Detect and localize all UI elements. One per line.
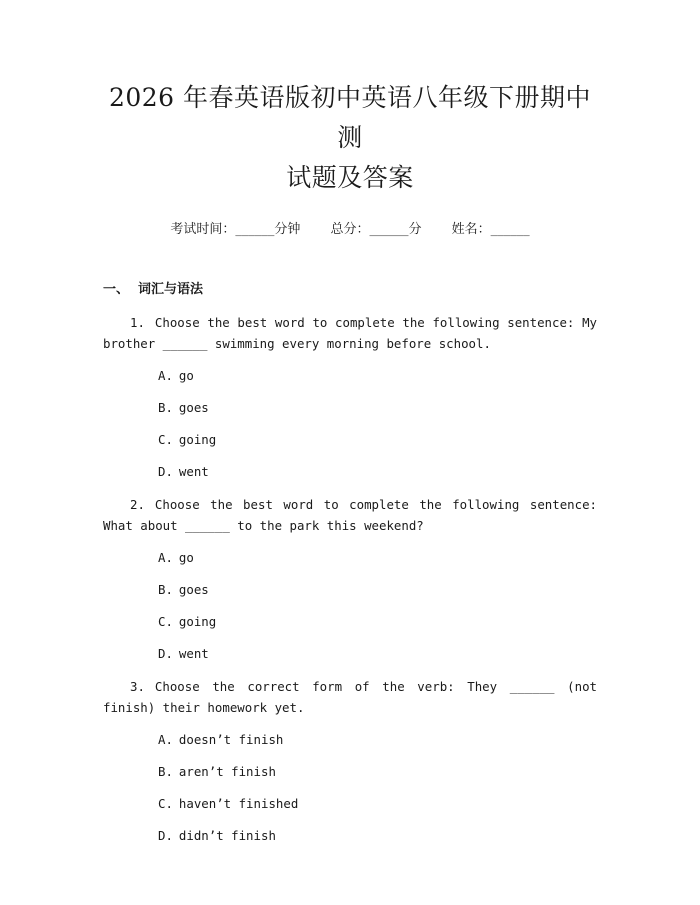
- exam-time-field: 考试时间：______分钟: [170, 222, 301, 237]
- option-c: [103, 430, 597, 450]
- question-2-options: [103, 548, 597, 664]
- question-3-options: [103, 730, 597, 846]
- option-letter: D.: [158, 464, 173, 479]
- option-c: [103, 612, 597, 632]
- section-number: 一、: [103, 282, 130, 297]
- option-d: [103, 462, 597, 482]
- option-b: [103, 398, 597, 418]
- question-text: Choose the best word to complete the following sentence: My brother ______ swimming every morning before school.: [103, 315, 597, 351]
- option-letter: C.: [158, 432, 173, 447]
- question-1: [103, 312, 597, 354]
- option-a: [103, 366, 597, 386]
- question-1-options: [103, 366, 597, 482]
- total-score-field: 总分：______分: [330, 222, 422, 237]
- option-text: go: [178, 368, 194, 383]
- option-text: aren’t finish: [178, 764, 276, 779]
- option-a: [103, 730, 597, 750]
- name-field: 姓名：______: [451, 222, 530, 237]
- option-letter: D.: [158, 828, 173, 843]
- option-letter: B.: [158, 764, 173, 779]
- option-a: [103, 548, 597, 568]
- page-title: [103, 78, 597, 198]
- option-text: going: [178, 614, 217, 629]
- question-number: 3.: [130, 679, 145, 694]
- option-b: [103, 580, 597, 600]
- option-letter: A.: [158, 368, 173, 383]
- section-title: 词汇与语法: [138, 282, 204, 297]
- option-text: goes: [178, 582, 209, 597]
- title-line-1: 2026 年春英语版初中英语八年级下册期中测: [108, 83, 592, 152]
- option-letter: A.: [158, 732, 173, 747]
- option-text: went: [178, 464, 209, 479]
- option-letter: C.: [158, 614, 173, 629]
- option-text: goes: [178, 400, 209, 415]
- exam-meta: [103, 220, 597, 240]
- option-text: went: [178, 646, 209, 661]
- question-number: 2.: [130, 497, 145, 512]
- option-text: didn’t finish: [178, 828, 276, 843]
- option-text: haven’t finished: [178, 796, 299, 811]
- option-text: go: [178, 550, 194, 565]
- option-letter: C.: [158, 796, 173, 811]
- option-text: doesn’t finish: [178, 732, 284, 747]
- question-text: Choose the correct form of the verb: They ______ (not finish) their homework yet.: [103, 679, 597, 715]
- option-letter: B.: [158, 582, 173, 597]
- option-d: [103, 644, 597, 664]
- option-d: [103, 826, 597, 846]
- question-text: Choose the best word to complete the following sentence: What about ______ to the park this weekend?: [103, 497, 597, 533]
- option-text: going: [178, 432, 217, 447]
- option-letter: A.: [158, 550, 173, 565]
- title-line-2: 试题及答案: [286, 163, 414, 192]
- question-2: [103, 494, 597, 536]
- question-number: 1.: [130, 315, 145, 330]
- section-heading: [103, 280, 597, 300]
- option-c: [103, 794, 597, 814]
- question-3: [103, 676, 597, 718]
- option-letter: B.: [158, 400, 173, 415]
- option-b: [103, 762, 597, 782]
- option-letter: D.: [158, 646, 173, 661]
